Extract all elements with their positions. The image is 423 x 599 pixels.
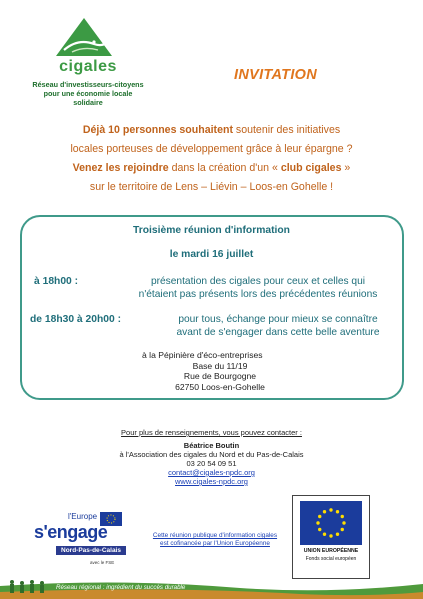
eu-star-icon xyxy=(336,533,339,536)
address-line: Rue de Bourgogne xyxy=(183,371,257,381)
slot-2-time: de 18h30 à 20h00 : xyxy=(30,314,122,325)
intro-text: » xyxy=(341,162,351,174)
eu-star-icon xyxy=(341,515,344,518)
eu-note-line: Cette réunion publique d'information cigales xyxy=(152,532,278,539)
engage-word: s'engage xyxy=(34,522,108,542)
contact-phone: 03 20 54 09 51 xyxy=(186,459,237,468)
logo-tagline-line: Réseau d'investisseurs-citoyens xyxy=(32,80,144,89)
engage-top-text: l'Europe xyxy=(68,512,98,521)
address-line: à la Pépinière d'éco-entreprises xyxy=(142,350,263,360)
intro-highlight: club cigales xyxy=(280,162,342,174)
invitation-heading: INVITATION xyxy=(234,67,318,83)
eu-note-line: est cofinancée par l'Union Européenne xyxy=(160,540,270,547)
slot-2-description xyxy=(160,314,396,339)
footer-slogan: Réseau régional : ingrédient du succès durable xyxy=(56,584,186,591)
intro-line-1 xyxy=(0,124,423,136)
eu-star-icon xyxy=(316,521,319,524)
slot-1-description-line: présentation des cigales pour ceux et celles qui xyxy=(150,276,366,287)
slot-2-description-line: pour tous, échange pour mieux se connaître xyxy=(178,314,378,325)
logo-tagline-line: pour une économie locale xyxy=(43,89,133,98)
venue-address xyxy=(142,350,292,392)
eu-cofunding-note xyxy=(140,532,290,548)
eu-flag-icon xyxy=(300,501,362,545)
logo-tagline-line: solidaire xyxy=(73,98,103,107)
contact-email-link[interactable]: contact@cigales-npdc.org xyxy=(168,468,255,477)
meeting-date: le mardi 16 juillet xyxy=(169,249,254,260)
eu-star-icon xyxy=(318,515,321,518)
eu-star-icon xyxy=(318,528,321,531)
eu-star-icon xyxy=(329,534,332,537)
intro-text: dans la création d'un « xyxy=(168,162,281,174)
slot-1-description xyxy=(110,276,406,301)
logo-tagline xyxy=(32,80,144,107)
intro-line-3 xyxy=(0,162,423,174)
meeting-title: Troisième réunion d'information xyxy=(133,225,290,236)
eu-fund: Fonds social européen xyxy=(305,556,357,562)
eu-star-icon xyxy=(336,510,339,513)
intro-highlight: Déjà 10 personnes souhaitent xyxy=(82,124,233,136)
contact-organization: à l'Association des cigales du Nord et du Pas-de-Calais xyxy=(119,450,304,459)
eu-star-icon xyxy=(323,533,326,536)
contact-intro: Pour plus de renseignements, vous pouvez contacter : xyxy=(121,428,302,437)
slot-1-time: à 18h00 : xyxy=(34,276,79,287)
intro-text: soutenir des initiatives xyxy=(232,124,341,136)
europe-engage-logo xyxy=(34,512,132,580)
address-line: Base du 11/19 xyxy=(192,360,248,371)
slot-1-description-line: n'étaient pas présents lors des précédentes réunions xyxy=(138,288,378,300)
intro-line-4: sur le territoire de Lens – Liévin – Loos-en Gohelle ! xyxy=(89,181,334,193)
eu-star-icon xyxy=(341,528,344,531)
slot-2-description-line: avant de s'engager dans cette belle aventure xyxy=(176,326,380,338)
contact-name: Béatrice Boutin xyxy=(183,441,240,450)
eu-star-icon xyxy=(342,521,345,524)
address-line: 62750 Loos-en-Gohelle xyxy=(175,381,265,392)
eu-star-icon xyxy=(329,508,332,511)
engage-region: Nord-Pas-de-Calais xyxy=(56,546,126,555)
cigales-logo-icon xyxy=(54,16,116,64)
contact-website-link[interactable]: www.cigales-npdc.org xyxy=(175,477,248,486)
eu-star-icon xyxy=(323,510,326,513)
intro-highlight: Venez les rejoindre xyxy=(72,162,169,174)
logo-wordmark: cigales xyxy=(59,58,117,75)
engage-small: avec le FSE xyxy=(90,560,115,565)
eu-name: UNION EUROPÉENNE xyxy=(303,548,359,554)
intro-line-2: locales porteuses de développement grâce à leur épargne ? xyxy=(70,143,353,155)
contact-website-row xyxy=(0,477,423,486)
contact-email-row xyxy=(0,468,423,477)
